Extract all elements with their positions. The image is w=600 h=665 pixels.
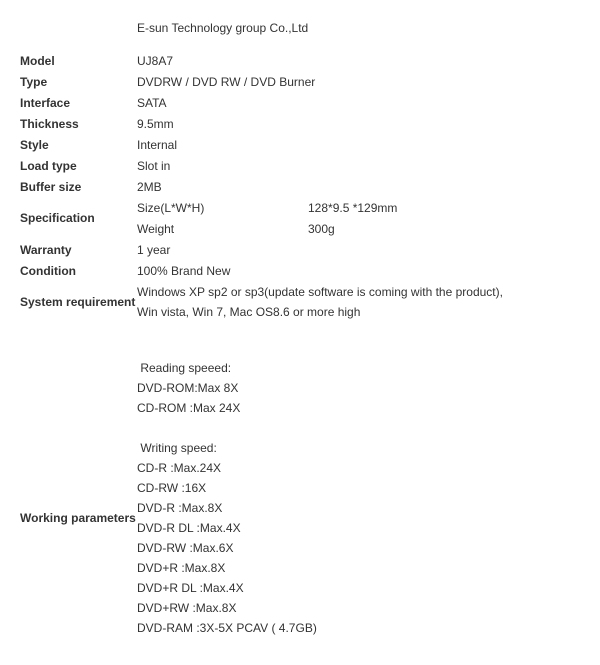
writing-speed-item: DVD+R DL :Max.4X [137,581,244,595]
system-requirement-label: System requirement [20,295,136,309]
company-name: E-sun Technology group Co.,Ltd [137,21,309,35]
spec-size-value: 128*9.5 *129mm [308,201,398,215]
type-value: DVDRW / DVD RW / DVD Burner [137,75,316,89]
thickness-label: Thickness [20,117,79,131]
type-label: Type [20,75,48,89]
writing-speed-title: Writing speed: [137,441,217,455]
style-label: Style [20,138,49,152]
spec-size-label: Size(L*W*H) [137,201,205,215]
condition-label: Condition [20,264,76,278]
thickness-value: 9.5mm [137,117,174,131]
system-requirement-line2: Win vista, Win 7, Mac OS8.6 or more high [137,305,361,319]
system-requirement-line1: Windows XP sp2 or sp3(update software is coming with the product), [137,285,503,299]
writing-speed-item: DVD-R DL :Max.4X [137,521,241,535]
writing-speed-item: DVD-R :Max.8X [137,501,223,515]
writing-speed-item: DVD+R :Max.8X [137,561,226,575]
buffer-size-label: Buffer size [20,180,82,194]
warranty-value: 1 year [137,243,171,257]
reading-speed-title: Reading speeed: [137,361,232,375]
writing-speed-item: CD-RW :16X [137,481,207,495]
load-type-value: Slot in [137,159,171,173]
interface-label: Interface [20,96,71,110]
writing-speed-item: DVD-RAM :3X-5X PCAV ( 4.7GB) [137,621,317,635]
writing-speed-item: DVD+RW :Max.8X [137,601,237,615]
warranty-label: Warranty [20,243,72,257]
model-label: Model [20,54,55,68]
spec-weight-value: 300g [308,222,335,236]
model-value: UJ8A7 [137,54,174,68]
interface-value: SATA [137,96,167,110]
load-type-label: Load type [20,159,77,173]
spec-weight-label: Weight [137,222,175,236]
writing-speed-item: CD-R :Max.24X [137,461,222,475]
condition-value: 100% Brand New [137,264,231,278]
working-parameters-label: Working parameters [20,511,136,525]
buffer-size-value: 2MB [137,180,162,194]
style-value: Internal [137,138,178,152]
reading-speed-item: CD-ROM :Max 24X [137,401,241,415]
reading-speed-item: DVD-ROM:Max 8X [137,381,239,395]
specification-label: Specification [20,211,95,225]
writing-speed-item: DVD-RW :Max.6X [137,541,234,555]
